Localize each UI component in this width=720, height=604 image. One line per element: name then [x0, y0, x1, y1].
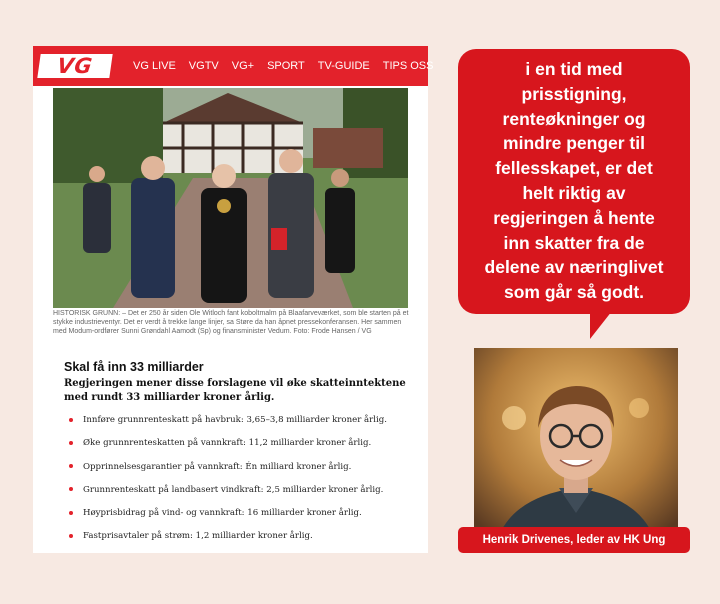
portrait-photo [474, 348, 678, 552]
quote-line: mindre penger til [503, 133, 645, 154]
list-item: Høyprisbidrag på vind- og vannkraft: 16 milliarder kroner årlig. [69, 507, 424, 530]
list-item: Fastprisavtaler på strøm: 1,2 milliarder kroner årlig. [69, 530, 424, 553]
quote-line: som går så godt. [503, 282, 645, 303]
quote-line: fellesskapet, er det [495, 158, 653, 179]
article-screenshot [33, 46, 434, 553]
main-nav [133, 46, 433, 86]
quote-line: regjeringen å hente [493, 207, 655, 228]
quote-line: renteøkninger og [502, 108, 646, 129]
quote-text [458, 57, 690, 305]
nav-item-sport[interactable]: SPORT [267, 60, 305, 72]
quote-line: i en tid med [525, 59, 623, 79]
news-photo [53, 88, 408, 308]
article-lead: Regjeringen mener disse forslagene vil øke skatteinntektene med rundt 33 milliarder kroner årlig. [64, 378, 406, 403]
list-item: Øke grunnrenteskatten på vannkraft: 11,2 milliarder kroner årlig. [69, 437, 424, 460]
nav-item-tv-guide[interactable]: TV-GUIDE [317, 60, 370, 72]
photo-caption: HISTORISK GRUNN: – Det er 250 år siden Ole Witloch fant koboltmalm på Blaafarveværket, som ble starten på et stykke industrieventyr. Det er verdt å trekke lange linjer, sa Støre da han åpnet pressekonferansen. Her sammen med Modum-ordfører Sunni Grøndahl Aamodt (Sp) og finansminister Vedum. Foto: Frode Hansen / VG [53, 310, 409, 335]
speech-bubble-tail [590, 311, 612, 339]
tax-bullet-list [69, 414, 424, 554]
list-item: Grunnrenteskatt på landbasert vindkraft: 2,5 milliarder kroner årlig. [69, 484, 424, 507]
nav-item-vg-live[interactable]: VG LIVE [133, 60, 176, 72]
quote-line: helt riktig av [522, 182, 626, 203]
article-headline: Skal få inn 33 milliarder [64, 360, 204, 374]
quote-line: inn skatter fra de [503, 232, 645, 253]
name-tag: Henrik Drivenes, leder av HK Ung [458, 527, 690, 553]
vg-header-bar [33, 46, 434, 86]
nav-item-tips-oss[interactable]: TIPS OSS [382, 60, 434, 72]
list-item: Opprinnelsesgarantier på vannkraft: Én milliard kroner årlig. [69, 461, 424, 484]
nav-item-vgtv[interactable]: VGTV [188, 60, 219, 72]
nav-item-vg-plus[interactable]: VG+ [231, 60, 255, 72]
quote-line: delene av næringlivet [484, 257, 664, 278]
quote-line: prisstigning, [521, 83, 627, 104]
vg-logo[interactable]: VG [37, 54, 112, 78]
list-item: Innføre grunnrenteskatt på havbruk: 3,65–3,8 milliarder kroner årlig. [69, 414, 424, 437]
